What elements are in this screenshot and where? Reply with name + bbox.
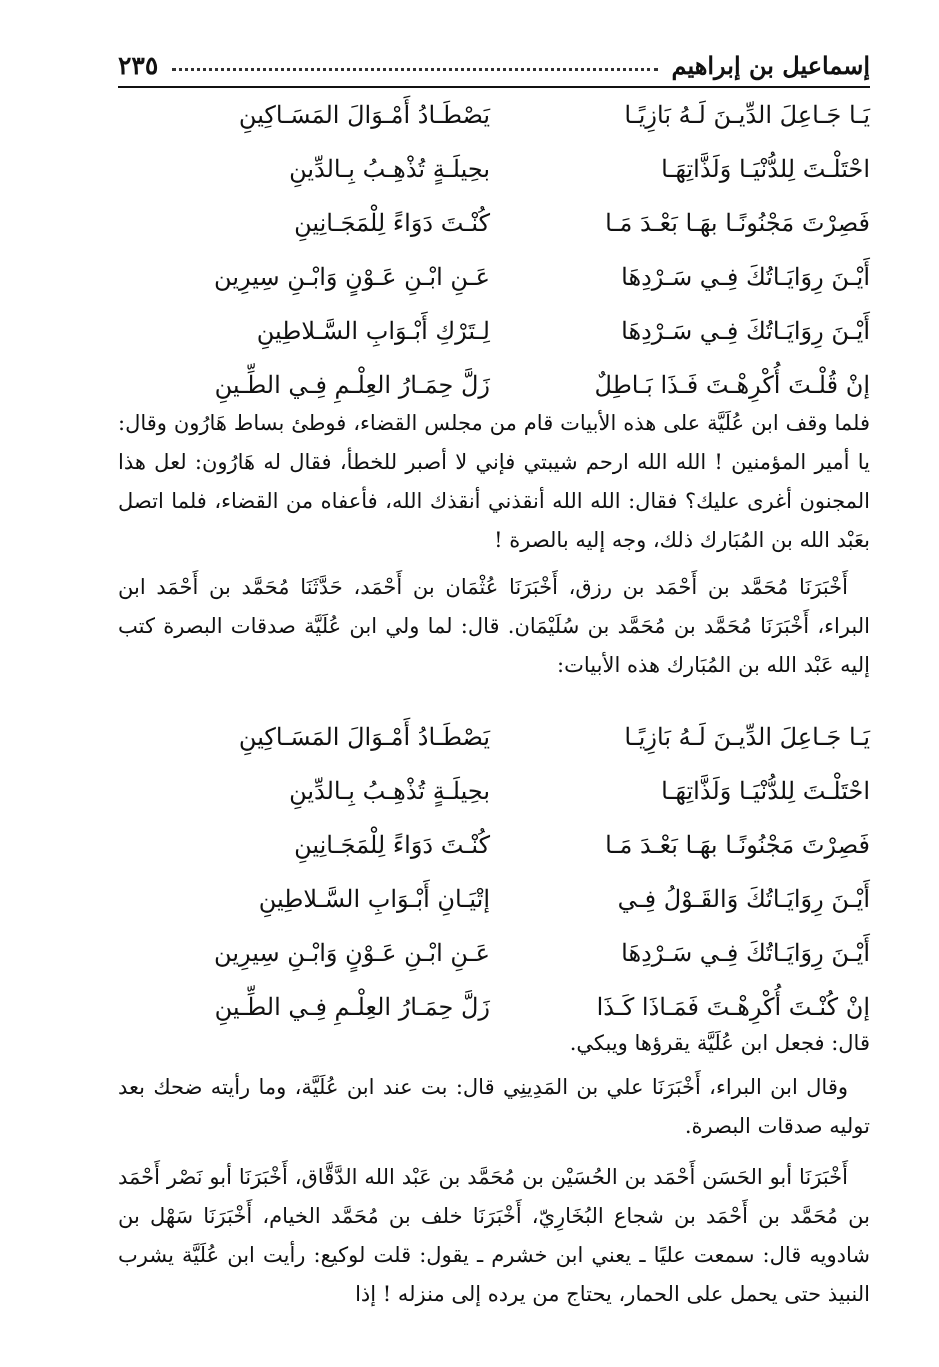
verse-line [150, 710, 870, 764]
running-title: إسماعيل بن إبراهيم [671, 51, 870, 80]
second-hemistich: بحِيلَـةٍ تُذْهِـبُ بِـالدِّينِ [289, 155, 490, 183]
paragraph: فلما وقف ابن عُلَيَّة على هذه الأبيات قام من مجلس القضاء، فوطئ بساط هَارُون وقال: يا أمير المؤمنين ! الله الله ارحم شيبتي فإني لا أصبر للخطأ، فقال له هَارُون: لعل هذا المجنون أغرى عليك؟ فقال: الله الله أنقذني أنقذك الله، فأعفاه من القضاء، فلما اتصل بعَبْد الله بن المُبَارك ذلك، وجه إليه بالصرة ! [118, 411, 870, 552]
second-hemistich: عَـنِ ابْـنِ عَـوْنٍ وَابْـنِ سِيرِين [214, 263, 490, 291]
first-hemistich: يَـا جَـاعِلَ الدِّيـنَ لَـهُ بَازِيًـا [624, 723, 870, 751]
second-hemistich: بحِيلَـةٍ تُذْهِـبُ بِـالدِّينِ [289, 777, 490, 805]
second-hemistich: زَلَّ حِمَـارُ العِلْـمِ فِـي الطِّـينِ [214, 993, 490, 1021]
verse-line [150, 250, 870, 304]
second-hemistich: عَـنِ ابْـنِ عَـوْنٍ وَابْـنِ سِيرِين [214, 939, 490, 967]
prose-block-3 [118, 1024, 870, 1063]
first-hemistich: أَيْـنَ رِوَايَـاتُكَ فِـي سَـرْدِهَا [621, 317, 870, 345]
header-dot-leader [172, 68, 657, 71]
second-hemistich: يَصْطَـادُ أَمْـوَالَ المَسَـاكِينِ [238, 101, 490, 129]
paragraph: أَخْبَرَنَا مُحَمَّد بن أَحْمَد بن رزق، أَخْبَرَنَا عُثْمَان بن أَحْمَد، حَدَّثَنَا مُحَمَّد بن أَحْمَد ابن البراء، أَخْبَرَنَا مُحَمَّد بن مُحَمَّد بن سُلَيْمَان. قال: لما ولي ابن عُلَيَّة صدقات البصرة كتب إليه عَبْد الله بن المُبَارك هذه الأبيات: [118, 575, 871, 677]
page-number: ٢٣٥ [118, 51, 159, 80]
prose-block-4 [118, 1068, 870, 1146]
first-hemistich: إنْ كُنْـتَ أُكْرِهْـتَ فَمَـاذَا كَـذَا [596, 993, 870, 1021]
verse-line [150, 872, 870, 926]
first-hemistich: أَيْـنَ رِوَايَـاتُكَ فِـي سَـرْدِهَا [621, 939, 870, 967]
first-hemistich: فَصِرْتَ مَجْنُونًـا بهَـا بَعْـدَ مَـا [605, 209, 870, 237]
verse-line [150, 142, 870, 196]
prose-block-2 [118, 568, 870, 685]
second-hemistich: يَصْطَـادُ أَمْـوَالَ المَسَـاكِينِ [238, 723, 490, 751]
first-hemistich: أَيْـنَ رِوَايَـاتُكَ فِـي سَـرْدِهَا [621, 263, 870, 291]
first-hemistich: يَـا جَـاعِلَ الدِّيـنَ لَـهُ بَازِيًـا [624, 101, 870, 129]
poem-block-1 [150, 88, 870, 412]
page-header [118, 40, 870, 88]
paragraph: أَخْبَرَنَا أبو الحَسَن أَحْمَد بن الحُسَيْن بن مُحَمَّد بن عَبْد الله الدَّقَّاق، أَخْبَرَنَا أبو نَصْر أَحْمَد بن مُحَمَّد بن أَحْمَد بن شجاع البُخَارِيّ، أَخْبَرَنَا خلف بن مُحَمَّد الخيام، أَخْبَرَنَا سَهْل بن شادويه قال: سمعت عليًا ـ يعني ابن خشرم ـ يقول: قلت لوكيع: رأيت ابن عُلَيَّة يشرب النبيذ حتى يحمل على الحمار، يحتاج من يرده إلى منزله ! إذا [118, 1165, 870, 1306]
first-hemistich: احْتَلْـتَ لِلدُّنْيَـا وَلَذَّاتِهَـا [661, 155, 870, 183]
verse-line [150, 764, 870, 818]
second-hemistich: زَلَّ حِمَـارُ العِلْـمِ فِـي الطِّـينِ [214, 371, 490, 399]
verse-line [150, 88, 870, 142]
verse-line [150, 926, 870, 980]
paragraph: وقال ابن البراء، أَخْبَرَنَا علي بن المَدِينِي قال: بت عند ابن عُلَيَّة، وما رأيته ضحك بعد توليه صدقات البصرة. [118, 1075, 870, 1138]
second-hemistich: إتْيَـانِ أَبْـوَابِ السَّـلاطِينِ [258, 885, 490, 913]
second-hemistich: كُنْـتَ دَوَاءً لِلْمَجَـانِينِ [294, 209, 490, 237]
verse-line [150, 818, 870, 872]
first-hemistich: إنْ قُلْـتَ أُكْرِهْـتَ فَـذَا بَـاطِلٌ [594, 371, 870, 399]
second-hemistich: لِـتَرْكِ أَبْـوَابِ السَّـلاطِينِ [256, 317, 490, 345]
prose-block-1 [118, 404, 870, 560]
first-hemistich: أَيْـنَ رِوَايَـاتُكَ وَالقَـوْلُ فِـي [617, 885, 870, 913]
first-hemistich: فَصِرْتَ مَجْنُونًـا بهَـا بَعْـدَ مَـا [605, 831, 870, 859]
first-hemistich: احْتَلْـتَ لِلدُّنْيَـا وَلَذَّاتِهَـا [661, 777, 870, 805]
verse-line [150, 196, 870, 250]
prose-block-5 [118, 1158, 870, 1314]
verse-line [150, 304, 870, 358]
poem-block-2 [150, 710, 870, 1034]
paragraph: قال: فجعل ابن عُلَيَّة يقرؤها ويبكي. [569, 1031, 870, 1055]
second-hemistich: كُنْـتَ دَوَاءً لِلْمَجَـانِينِ [294, 831, 490, 859]
